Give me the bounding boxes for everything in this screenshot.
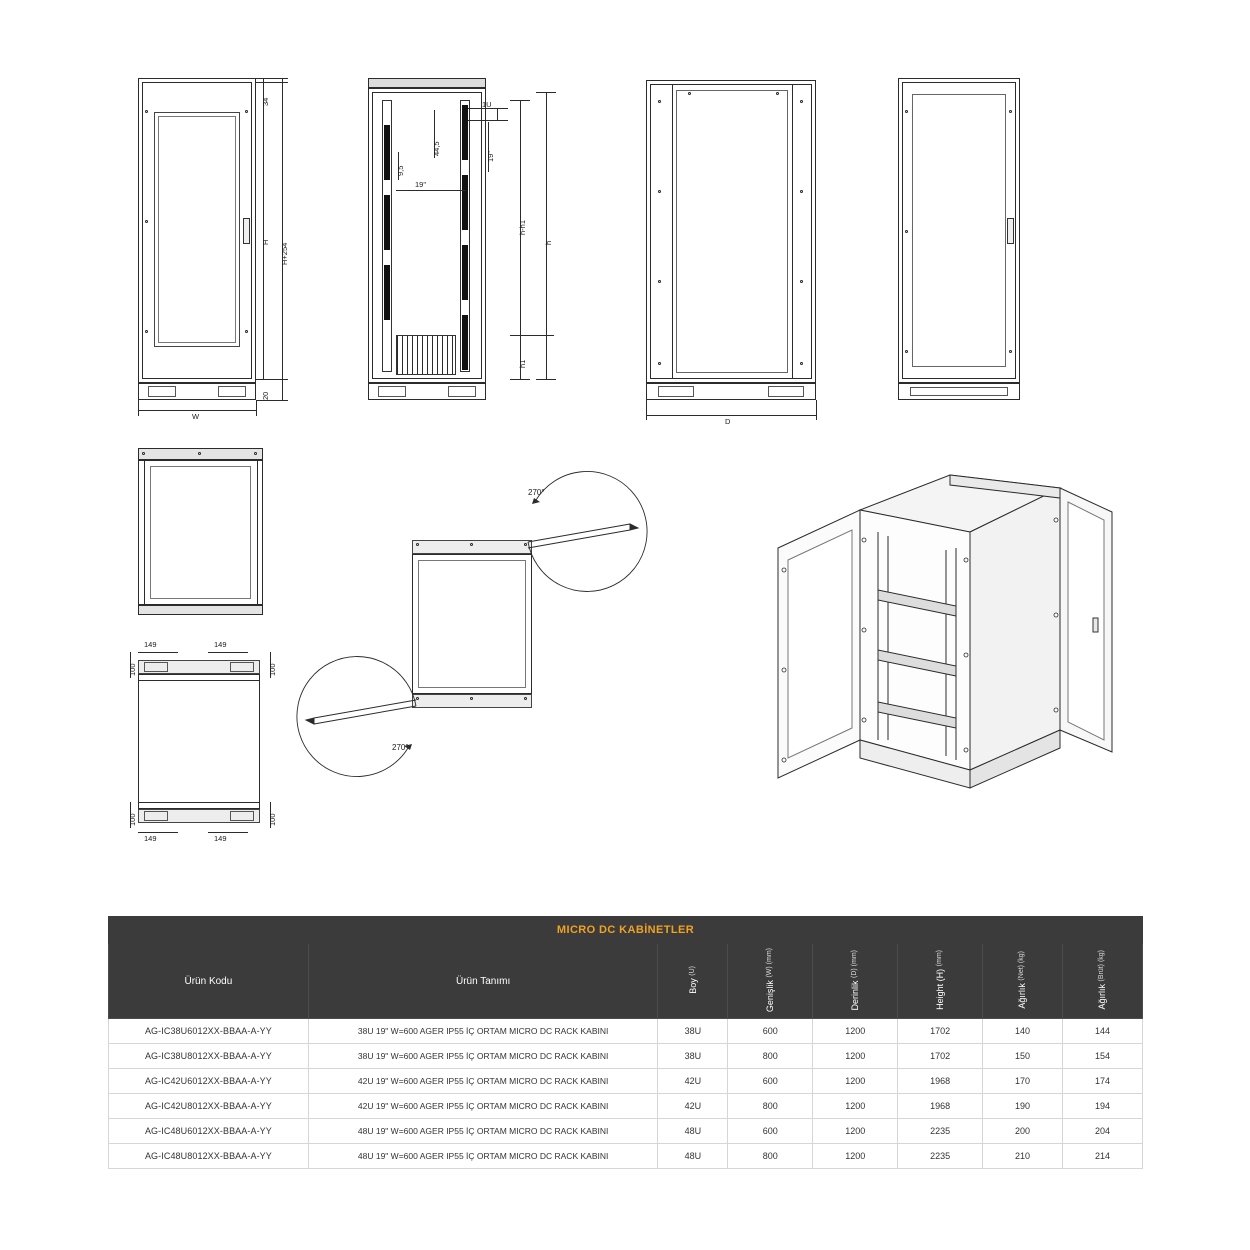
cell-brut: 144	[1063, 1019, 1143, 1044]
dim-line-149-b	[208, 652, 248, 653]
cell-derinlik: 1200	[813, 1094, 898, 1119]
dim-label-149-b: 149	[214, 640, 227, 649]
dim-label-H-plus-254: H+254	[280, 242, 289, 265]
base-edge-line	[138, 680, 260, 681]
table-row	[109, 1094, 1143, 1119]
cell-code: AG-IC38U6012XX-BBAA-A-YY	[109, 1019, 309, 1044]
dim-line-149-d	[208, 832, 248, 833]
rail-right-seg	[462, 105, 468, 160]
cell-derinlik: 1200	[813, 1019, 898, 1044]
internal-section-view	[360, 70, 570, 415]
cell-description: 48U 19" W=600 AGER IP55 İÇ ORTAM MICRO DC RACK KABINI	[308, 1144, 658, 1169]
rear-door-panel	[912, 94, 1006, 367]
dim-line-h-h1	[520, 100, 521, 335]
cell-description: 38U 19" W=600 AGER IP55 İÇ ORTAM MICRO DC RACK KABINI	[308, 1044, 658, 1069]
door-swing-arcs	[300, 480, 670, 770]
base-plan-view	[108, 636, 318, 866]
dim-line-h1	[520, 335, 521, 379]
cell-derinlik: 1200	[813, 1069, 898, 1094]
col-header-boy	[658, 944, 728, 1019]
dim-line-w	[138, 410, 256, 411]
cell-brut: 174	[1063, 1069, 1143, 1094]
cell-genislik: 800	[728, 1044, 813, 1069]
cell-height: 2235	[898, 1144, 983, 1169]
rail-left-seg	[384, 265, 390, 320]
cell-brut: 194	[1063, 1094, 1143, 1119]
dim-label-100-a: 100	[128, 663, 137, 676]
cell-brut: 154	[1063, 1044, 1143, 1069]
isometric-cabinet-drawing	[760, 440, 1120, 840]
fastener-dot	[145, 110, 148, 113]
dim-label-44-5: 44,5	[432, 141, 441, 156]
dim-label-h1: h1	[518, 359, 527, 368]
cell-genislik: 600	[728, 1019, 813, 1044]
dim-line-top	[263, 78, 264, 112]
col-header-description: Ürün Tanımı	[308, 944, 658, 1019]
cell-net: 190	[983, 1094, 1063, 1119]
col-header-boy-sub: (U)	[688, 966, 696, 976]
fastener-dot	[800, 100, 803, 103]
fastener-dot	[800, 362, 803, 365]
fastener-dot	[145, 330, 148, 333]
col-header-genislik	[728, 944, 813, 1019]
cabinet-top-cap	[368, 78, 486, 88]
col-header-agirlik-brut	[1063, 944, 1143, 1019]
dim-line-h	[546, 92, 547, 379]
dim-ext	[138, 400, 139, 416]
cell-boy: 38U	[658, 1019, 728, 1044]
cell-code: AG-IC48U8012XX-BBAA-A-YY	[109, 1144, 309, 1169]
base-foot	[230, 811, 254, 821]
door-glass	[158, 116, 236, 343]
base-foot	[144, 811, 168, 821]
dim-label-149-a: 149	[144, 640, 157, 649]
dim-label-W: W	[192, 412, 200, 421]
fastener-dot	[142, 452, 145, 455]
dim-label-100-d: 100	[268, 813, 277, 826]
table-body	[109, 1019, 1143, 1169]
col-header-boy-main: Boy	[687, 978, 698, 994]
cell-net: 150	[983, 1044, 1063, 1069]
cell-boy: 42U	[658, 1094, 728, 1119]
cell-derinlik: 1200	[813, 1044, 898, 1069]
dim-label-1U: 1U	[482, 100, 492, 109]
dim-label-h: h	[544, 240, 553, 245]
fastener-dot	[145, 220, 148, 223]
dim-ext	[256, 379, 288, 380]
edge-line	[257, 460, 258, 605]
base-foot-right	[218, 386, 246, 397]
dim-ext	[256, 400, 257, 416]
cell-boy: 42U	[658, 1069, 728, 1094]
dim-label-100-c: 100	[128, 813, 137, 826]
base-foot-left	[378, 386, 406, 397]
top-panel	[150, 466, 251, 599]
cell-height: 1702	[898, 1019, 983, 1044]
dim-ext	[256, 82, 288, 83]
side-edge-line	[792, 84, 793, 379]
dim-line-1u	[497, 108, 498, 120]
dim-label-20: 20	[261, 391, 270, 400]
fastener-dot	[905, 230, 908, 233]
rear-door-handle	[1007, 218, 1014, 244]
rail-left-seg	[384, 195, 390, 250]
cell-code: AG-IC42U6012XX-BBAA-A-YY	[109, 1069, 309, 1094]
table-row	[109, 1144, 1143, 1169]
col-header-agirlik-net-main: Ağırlık	[1017, 983, 1028, 1009]
col-header-genislik-main: Genişlik	[765, 980, 776, 1013]
fastener-dot	[800, 190, 803, 193]
col-header-agirlik-brut-sub: (Brüt) (kg)	[1098, 950, 1106, 982]
dim-line-19-right	[488, 122, 489, 172]
dim-ext	[510, 379, 530, 380]
dim-line-h254	[282, 78, 283, 400]
cell-genislik: 600	[728, 1119, 813, 1144]
dim-ext	[510, 335, 554, 336]
col-header-agirlik-brut-main: Ağırlık	[1097, 984, 1108, 1010]
cell-net: 140	[983, 1019, 1063, 1044]
cell-derinlik: 1200	[813, 1119, 898, 1144]
col-header-code: Ürün Kodu	[109, 944, 309, 1019]
col-header-height-main: Height (H)	[934, 968, 945, 1010]
edge-line	[144, 460, 145, 605]
cell-description: 42U 19" W=600 AGER IP55 İÇ ORTAM MICRO DC RACK KABINI	[308, 1069, 658, 1094]
dim-line-149-a	[138, 652, 178, 653]
rear-elevation-view	[890, 70, 1050, 415]
base-foot-left	[148, 386, 176, 397]
dim-line-149-c	[138, 832, 178, 833]
table-title: MICRO DC KABİNETLER	[109, 917, 1143, 944]
dim-label-D: D	[725, 417, 731, 426]
side-panel	[676, 90, 788, 373]
cell-brut: 214	[1063, 1144, 1143, 1169]
cell-description: 38U 19" W=600 AGER IP55 İÇ ORTAM MICRO DC RACK KABINI	[308, 1019, 658, 1044]
col-header-derinlik-sub: (D) (mm)	[851, 949, 859, 978]
dim-ext	[468, 120, 508, 121]
door-swing-plan-view	[300, 480, 670, 770]
col-header-agirlik-net	[983, 944, 1063, 1019]
top-rear-edge	[138, 605, 263, 615]
door-handle	[243, 218, 250, 244]
cell-brut: 204	[1063, 1119, 1143, 1144]
base-foot	[144, 662, 168, 672]
dim-ext	[256, 78, 288, 79]
dim-label-19-right: 19"	[486, 150, 495, 162]
base-foot-left	[658, 386, 694, 397]
dim-label-149-d: 149	[214, 834, 227, 843]
lower-hatch-area	[396, 335, 456, 375]
table-row	[109, 1044, 1143, 1069]
dim-ext	[816, 400, 817, 420]
col-header-height-sub: (mm)	[935, 950, 943, 967]
table-row	[109, 1119, 1143, 1144]
spec-table-wrapper	[108, 916, 1143, 1169]
rail-right-seg	[462, 315, 468, 370]
fastener-dot	[254, 452, 257, 455]
cell-boy: 48U	[658, 1119, 728, 1144]
cell-genislik: 800	[728, 1144, 813, 1169]
top-view	[130, 440, 310, 620]
side-elevation-view	[636, 70, 836, 430]
cell-net: 200	[983, 1119, 1063, 1144]
fastener-dot	[1009, 110, 1012, 113]
base-edge-line	[138, 802, 260, 803]
dim-label-34: 34	[261, 97, 270, 106]
cell-boy: 38U	[658, 1044, 728, 1069]
fastener-dot	[658, 190, 661, 193]
dim-label-100-b: 100	[268, 663, 277, 676]
rail-right-seg	[462, 175, 468, 230]
dim-label-270-bottom: 270°	[392, 743, 409, 752]
table-row	[109, 1019, 1143, 1044]
base-foot-right	[448, 386, 476, 397]
rail-right-seg	[462, 245, 468, 300]
cell-net: 170	[983, 1069, 1063, 1094]
dim-ext	[646, 400, 647, 420]
fastener-dot	[245, 110, 248, 113]
col-header-derinlik	[813, 944, 898, 1019]
cell-net: 210	[983, 1144, 1063, 1169]
fastener-dot	[1009, 350, 1012, 353]
table-header-row	[109, 944, 1143, 1019]
col-header-derinlik-main: Derinlik	[850, 980, 861, 1011]
dim-line-19-left	[396, 190, 466, 191]
cell-genislik: 600	[728, 1069, 813, 1094]
fastener-dot	[776, 92, 779, 95]
fastener-dot	[905, 110, 908, 113]
cell-genislik: 800	[728, 1094, 813, 1119]
fastener-dot	[658, 280, 661, 283]
fastener-dot	[800, 280, 803, 283]
cell-code: AG-IC48U6012XX-BBAA-A-YY	[109, 1119, 309, 1144]
dim-line-h	[263, 82, 264, 379]
col-header-height	[898, 944, 983, 1019]
cell-boy: 48U	[658, 1144, 728, 1169]
dim-label-h-h1: h-h1	[518, 219, 527, 235]
dim-ext	[536, 379, 556, 380]
fastener-dot	[198, 452, 201, 455]
dim-label-149-c: 149	[144, 834, 157, 843]
cell-height: 1702	[898, 1044, 983, 1069]
cell-code: AG-IC42U8012XX-BBAA-A-YY	[109, 1094, 309, 1119]
dim-ext	[536, 92, 556, 93]
table-row	[109, 1069, 1143, 1094]
cell-code: AG-IC38U8012XX-BBAA-A-YY	[109, 1044, 309, 1069]
front-elevation-view	[130, 70, 300, 421]
dim-ext	[510, 100, 530, 101]
fastener-dot	[658, 362, 661, 365]
fastener-dot	[688, 92, 691, 95]
col-header-genislik-sub: (W) (mm)	[766, 948, 774, 978]
rail-left-seg	[384, 125, 390, 180]
cell-description: 48U 19" W=600 AGER IP55 İÇ ORTAM MICRO DC RACK KABINI	[308, 1119, 658, 1144]
cell-height: 1968	[898, 1069, 983, 1094]
dim-ext	[256, 400, 288, 401]
base-foot	[230, 662, 254, 672]
dim-line-d	[646, 415, 816, 416]
cell-height: 1968	[898, 1094, 983, 1119]
isometric-view	[760, 440, 1120, 840]
base-outline	[138, 674, 260, 809]
dim-label-9-5: 9,5	[396, 165, 405, 176]
dim-label-H: H	[261, 239, 270, 245]
fastener-dot	[905, 350, 908, 353]
dim-label-19-left: 19"	[415, 180, 427, 189]
base-foot-right	[768, 386, 804, 397]
cell-derinlik: 1200	[813, 1144, 898, 1169]
dim-label-270-top: 270°	[528, 488, 545, 497]
col-header-agirlik-net-sub: (Net) (kg)	[1018, 951, 1026, 981]
table-title-row	[109, 917, 1143, 944]
cell-height: 2235	[898, 1119, 983, 1144]
base-rail	[910, 387, 1008, 396]
cell-description: 42U 19" W=600 AGER IP55 İÇ ORTAM MICRO DC RACK KABINI	[308, 1094, 658, 1119]
fastener-dot	[658, 100, 661, 103]
spec-table	[108, 916, 1143, 1169]
fastener-dot	[245, 330, 248, 333]
side-edge-line	[672, 84, 673, 379]
